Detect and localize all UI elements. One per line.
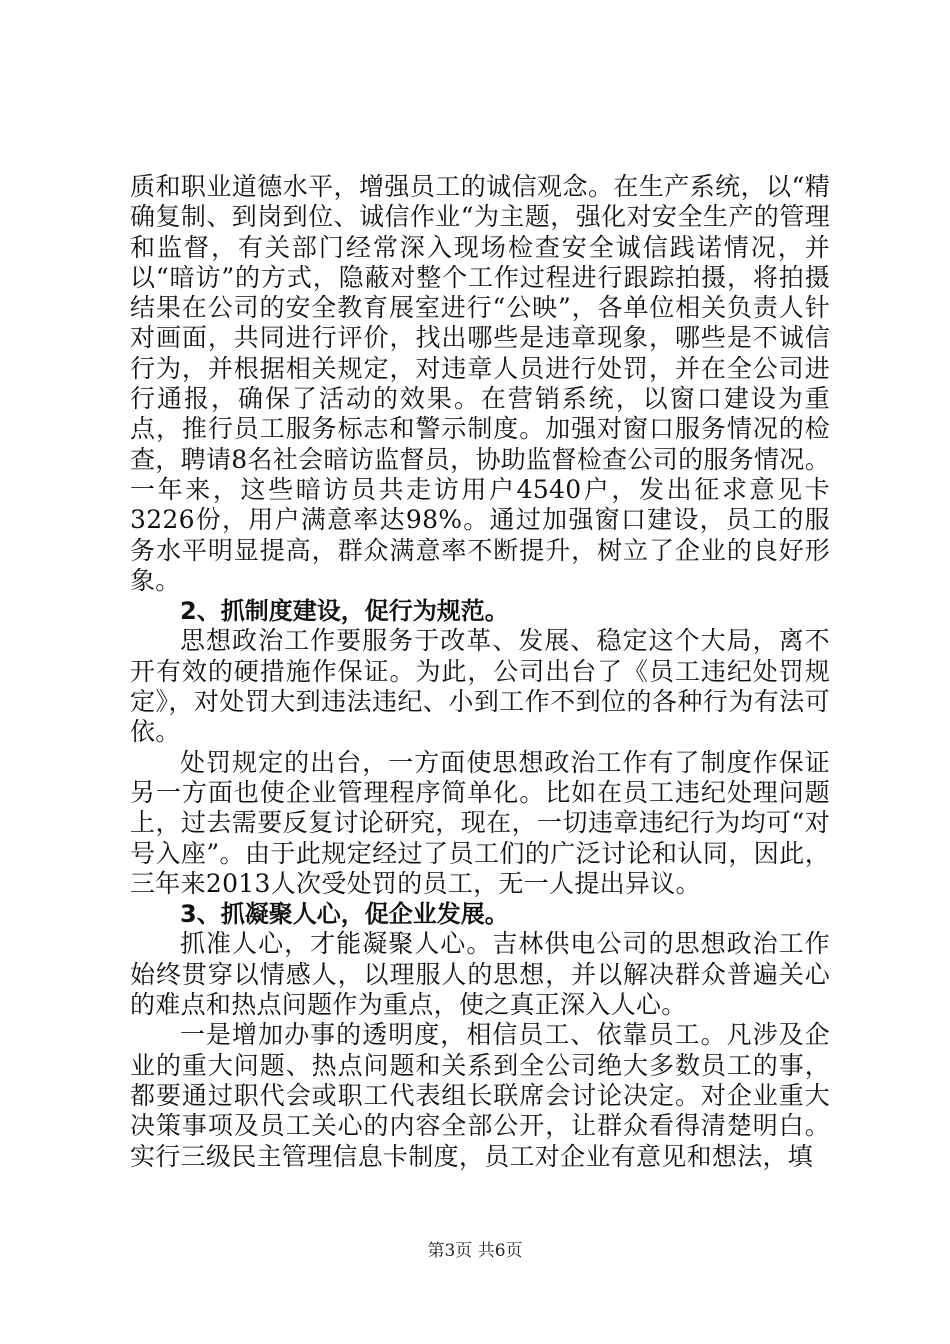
section-heading-3: 3、抓凝聚人心，促企业发展。 — [180, 900, 509, 929]
page-footer — [0, 1240, 950, 1262]
paragraph-integrity-systems: 质和职业道德水平，增强员工的诚信观念。在生产系统，以“精确复制、到岗到位、诚信作业“为主题，强化对安全生产的管理和监督，有关部门经常深入现场检查安全诚信践诺情况，并以“暗访”的方式，隐蔽对整个工作过程进行跟踪拍摄，将拍摄结果在公司的安全教育展室进行“公映”，各单位相关负责人针对画面，共同进行评价，找出哪些是违章现象，哪些是不诚信行为，并根据相关规定，对违章人员进行处罚，并在全公司进行通报，确保了活动的效果。在营销系统，以窗口建设为重点，推行员工服务标志和警示制度。加强对窗口服务情况的检查，聘请8名社会暗访监督员，协助监督检查公司的服务情况。一年来，这些暗访员共走访用户4540户，发出征求意见卡3226份，用户满意率达98%。通过加强窗口建设，员工的服务水平明显提高，群众满意率不断提升，树立了企业的良好形象。 — [130, 172, 830, 595]
paragraph-transparency: 一是增加办事的透明度，相信员工、依靠员工。凡涉及企业的重大问题、热点问题和关系到全公司绝大多数员工的事，都要通过职代会或职工代表组长联席会讨论决定。对企业重大决策事项及员工关心的内容全部公开，让群众看得清楚明白。实行三级民主管理信息卡制度，员工对企业有意见和想法，填 — [130, 1020, 830, 1171]
paragraph-penalty-rules: 处罚规定的出台，一方面使思想政治工作有了制度作保证另一方面也使企业管理程序简单化。比如在员工违纪处理问题上，过去需要反复讨论研究，现在，一切违章违纪行为均可“对号入座”。由于此规定经过了员工们的广泛讨论和认同，因此，三年来2013人次受处罚的员工，无一人提出异议。 — [130, 747, 830, 898]
section-heading-2: 2、抓制度建设，促行为规范。 — [180, 597, 509, 626]
paragraph-cohesion: 抓准人心，才能凝聚人心。吉林供电公司的思想政治工作始终贯穿以情感人，以理服人的思想，并以解决群众普遍关心的难点和热点问题作为重点，使之真正深入人心。 — [130, 929, 830, 1020]
document-body — [130, 172, 830, 1172]
paragraph-regulations: 思想政治工作要服务于改革、发展、稳定这个大局，离不开有效的硬措施作保证。为此，公司出台了《员工违纪处罚规定》，对处罚大到违法违纪、小到工作不到位的各种行为有法可依。 — [130, 626, 830, 747]
page-number-label: 第3页 共6页 — [427, 1241, 523, 1261]
